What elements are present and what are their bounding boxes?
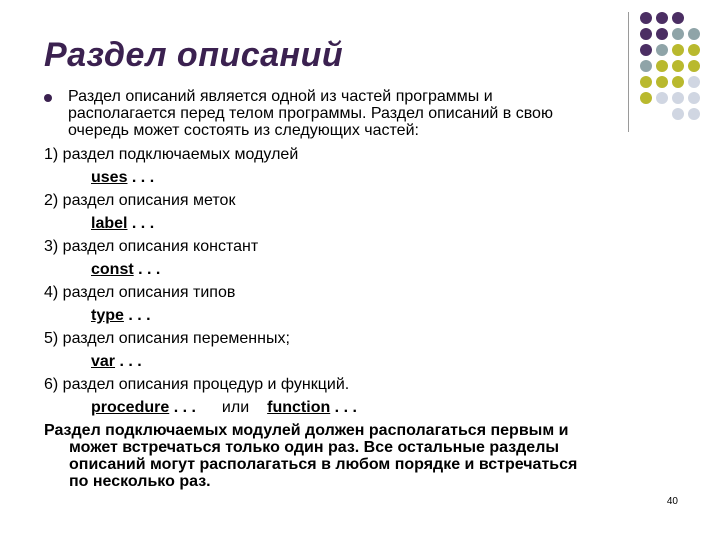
intro-line: очередь может состоять из следующих частей: xyxy=(68,122,419,139)
decorative-dot xyxy=(640,12,652,24)
decorative-dot xyxy=(688,92,700,104)
section-keyword-line: uses . . . xyxy=(91,169,155,186)
intro-paragraph xyxy=(44,88,684,139)
keyword: label xyxy=(91,215,128,232)
decorative-dot xyxy=(656,76,668,88)
final-line: описаний могут располагаться в любом порядке и встречаться xyxy=(69,456,578,473)
section-label: 2) раздел описания меток xyxy=(44,192,236,209)
section-label: 4) раздел описания типов xyxy=(44,284,236,301)
decorative-dot xyxy=(656,60,668,72)
keyword: uses xyxy=(91,169,128,186)
decorative-dot xyxy=(640,76,652,88)
final-line: может встречаться только один раз. Все остальные разделы xyxy=(69,439,560,456)
decorative-dot xyxy=(640,44,652,56)
decorative-dot xyxy=(688,76,700,88)
bullet-icon xyxy=(44,94,52,102)
decorative-dot xyxy=(672,44,684,56)
decorative-dot xyxy=(672,60,684,72)
decorative-dot xyxy=(688,108,700,120)
section-keyword-line: procedure . . . или function . . . xyxy=(91,399,357,416)
decorative-dot xyxy=(688,28,700,40)
section-label: 1) раздел подключаемых модулей xyxy=(44,146,299,163)
keyword: function xyxy=(267,399,331,416)
section-keyword-line: label . . . xyxy=(91,215,155,232)
keyword: type xyxy=(91,307,124,324)
slide-body xyxy=(44,88,684,490)
final-line: Раздел подключаемых модулей должен располагаться первым и xyxy=(44,422,569,439)
or-text: или xyxy=(221,399,250,416)
decorative-dot xyxy=(672,76,684,88)
slide-title: Раздел описаний xyxy=(44,36,344,74)
page-number: 40 xyxy=(666,496,678,507)
final-line: по несколько раз. xyxy=(69,473,211,490)
decorative-dot xyxy=(656,44,668,56)
intro-line: Раздел описаний является одной из частей программы и xyxy=(68,88,493,105)
decorative-dot xyxy=(640,60,652,72)
section-keyword-line: var . . . xyxy=(91,353,142,370)
final-paragraph xyxy=(44,422,684,490)
section-label: 3) раздел описания констант xyxy=(44,238,259,255)
decorative-dot xyxy=(688,44,700,56)
section-label: 5) раздел описания переменных; xyxy=(44,330,290,347)
keyword: procedure xyxy=(91,399,170,416)
keyword: var xyxy=(91,353,116,370)
decorative-dot xyxy=(688,60,700,72)
decorative-dot xyxy=(672,12,684,24)
keyword: const xyxy=(91,261,134,278)
decorative-dot xyxy=(656,12,668,24)
section-keyword-line: type . . . xyxy=(91,307,151,324)
section-keyword-line: const . . . xyxy=(91,261,161,278)
decorative-dot xyxy=(656,28,668,40)
intro-line: располагается перед телом программы. Раздел описаний в свою xyxy=(68,105,553,122)
decorative-dot xyxy=(672,28,684,40)
decorative-dot xyxy=(640,28,652,40)
section-label: 6) раздел описания процедур и функций. xyxy=(44,376,350,393)
